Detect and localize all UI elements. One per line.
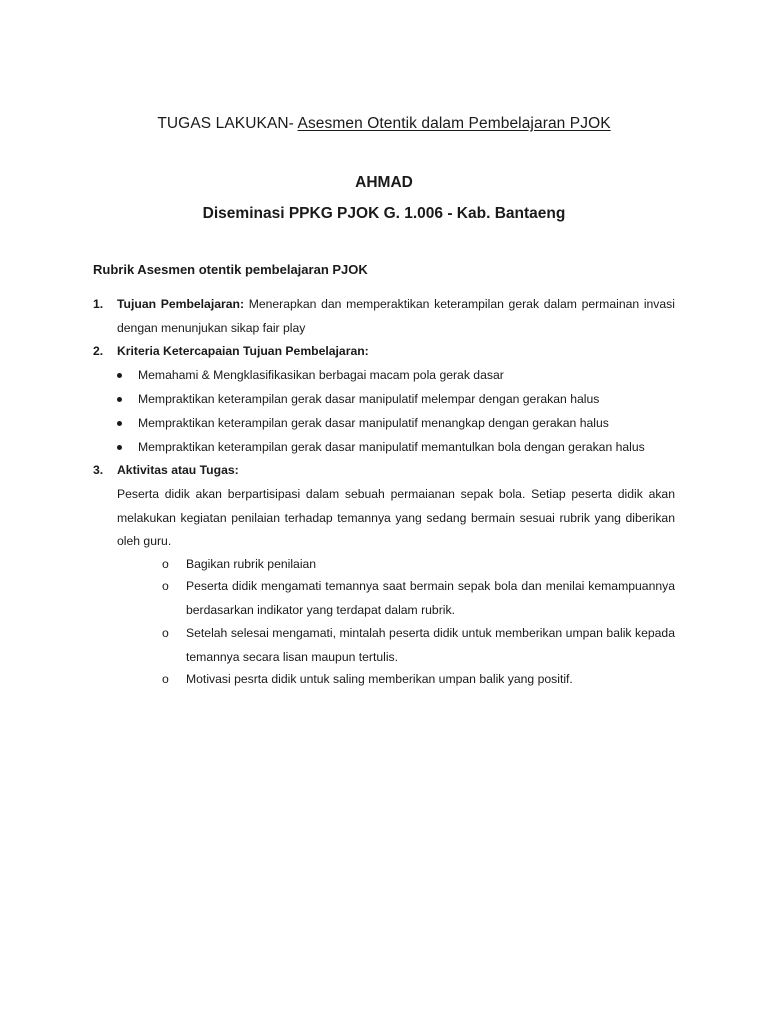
bullet-text: Memahami & Mengklasifikasikan berbagai macam pola gerak dasar [138,368,504,382]
document-title [0,115,768,133]
bullet-item [117,412,677,436]
document-subtitle: Diseminasi PPKG PJOK G. 1.006 - Kab. Bantaeng [202,205,566,222]
item-text: Menerapkan dan memperaktikan keterampilan gerak dalam permainan invasi dengan menunjukan sikap fair play [117,297,675,335]
sub-item-text: Peserta didik mengamati temannya saat bermain sepak bola dan menilai kemampuannya berdasarkan indikator yang terdapat dalam rubrik. [186,579,675,617]
item-label: Tujuan Pembelajaran: [117,297,245,311]
bullet-icon [117,445,122,450]
bullet-item [117,388,677,412]
activity-paragraph: Peserta didik akan berpartisipasi dalam sebuah permaianan sepak bola. Setiap peserta didik akan melakukan kegiatan penilaian terhadap temannya yang sedang bermain sesuai rubrik yang diberikan oleh guru. [117,487,675,548]
bullet-icon [117,421,122,426]
item-content [117,340,675,364]
bullet-text: Mempraktikan keterampilan gerak dasar manipulatif memantulkan bola dengan gerakan halus [138,440,645,454]
circle-bullet-icon: o [162,672,169,686]
item-content [117,459,675,483]
sub-item-text: Setelah selesai mengamati, mintalah peserta didik untuk memberikan umpan balik kepada temannya secara lisan maupun tertulis. [186,626,675,664]
bullet-item [117,436,677,460]
bullet-icon [117,373,122,378]
item-number: 3. [93,463,104,477]
title-prefix: TUGAS LAKUKAN- [157,115,298,132]
circle-bullet-icon: o [162,579,169,593]
circle-bullet-icon: o [162,557,169,571]
sub-item-text: Motivasi pesrta didik untuk saling memberikan umpan balik yang positif. [186,672,573,686]
bullet-item [117,364,677,388]
item-label: Aktivitas atau Tugas: [117,463,239,477]
bullet-text: Mempraktikan keterampilan gerak dasar manipulatif melempar dengan gerakan halus [138,392,600,406]
list-item-activity [93,459,675,483]
sub-item [162,622,675,669]
item-number: 1. [93,297,104,311]
list-item-criteria [93,340,675,364]
item-number: 2. [93,344,104,358]
sub-item [162,668,675,692]
sub-item [162,575,675,622]
bullet-icon [117,397,122,402]
circle-bullet-icon: o [162,626,169,640]
list-item-objective [93,293,675,340]
sub-item [162,553,675,577]
author-name: AHMAD [355,174,413,191]
section-heading: Rubrik Asesmen otentik pembelajaran PJOK [93,262,368,277]
title-underlined: Asesmen Otentik dalam Pembelajaran PJOK [297,115,611,132]
item-content [117,293,675,340]
item-label: Kriteria Ketercapaian Tujuan Pembelajaran: [117,344,369,358]
sub-item-text: Bagikan rubrik penilaian [186,557,317,571]
bullet-text: Mempraktikan keterampilan gerak dasar manipulatif menangkap dengan gerakan halus [138,416,609,430]
